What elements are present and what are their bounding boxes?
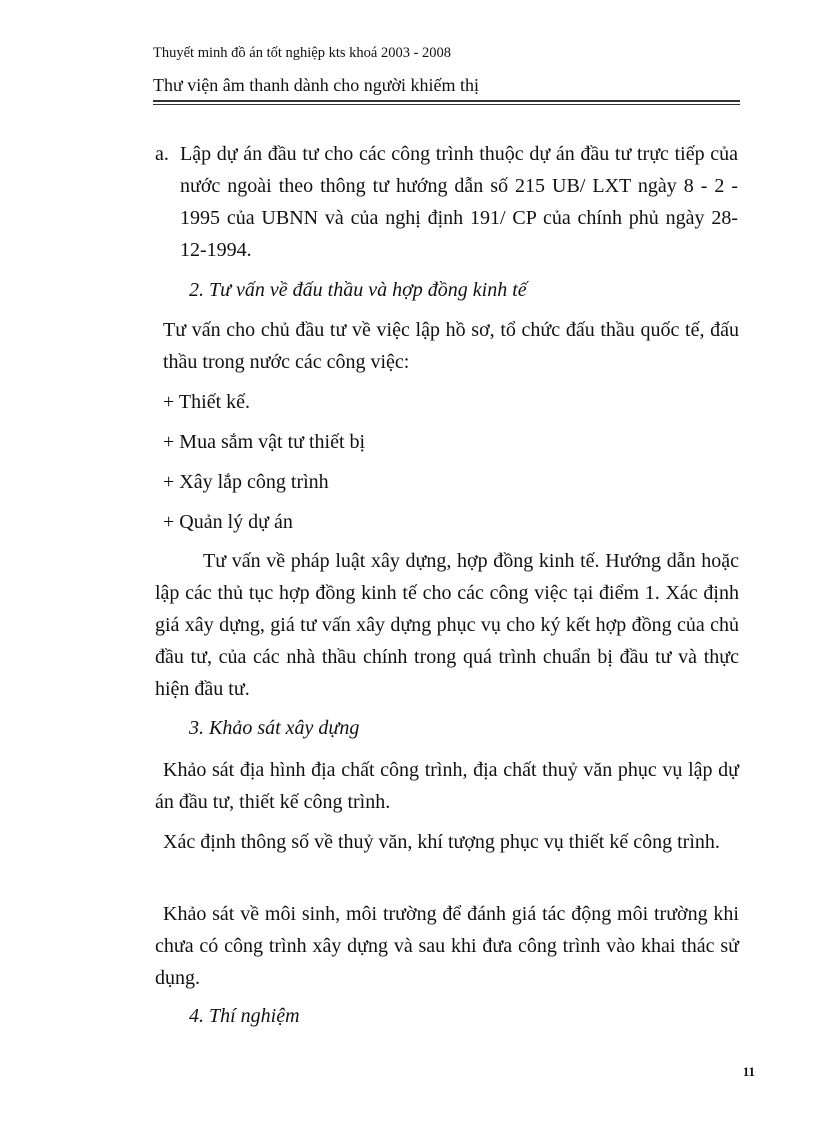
list-marker: a.: [155, 143, 169, 165]
paragraph-consulting-intro: Tư vấn cho chủ đầu tư về việc lập hồ sơ, tổ chức đấu thầu quốc tế, đấu thầu trong nước các công việc:: [163, 319, 739, 373]
paragraph-survey-hydrology: Xác định thông số về thuỷ văn, khí tượng phục vụ thiết kế công trình.: [163, 831, 720, 853]
bullet-item: + Quản lý dự án: [163, 511, 293, 533]
bullet-item: + Thiết kế.: [163, 391, 251, 413]
header-project-title: Thư viện âm thanh dành cho người khiếm thị: [153, 75, 479, 95]
header-divider: [153, 100, 740, 105]
section-heading-4: 4. Thí nghiệm: [189, 1005, 300, 1027]
list-item-text: Lập dự án đầu tư cho các công trình thuộc dự án đầu tư trực tiếp của nước ngoài theo thông tư hướng dẫn số 215 UB/ LXT ngày 8 - 2 - 1995 của UBNN và của nghị định 191/ CP của chính phủ ngày 28-12-1994.: [180, 143, 738, 261]
paragraph-survey-terrain: Khảo sát địa hình địa chất công trình, địa chất thuỷ văn phục vụ lập dự án đầu tư, thiết kế công trình.: [155, 759, 739, 813]
section-heading-3: 3. Khảo sát xây dựng: [189, 717, 360, 739]
bullet-item: + Mua sắm vật tư thiết bị: [163, 431, 366, 453]
paragraph-survey-environment: Khảo sát về môi sinh, môi trường để đánh giá tác động môi trường khi chưa có công trình xây dựng và sau khi đưa công trình vào khai thác sử dụng.: [155, 903, 739, 989]
page-number: 11: [742, 1064, 755, 1079]
page-header: [153, 44, 740, 96]
list-item-a: [155, 138, 738, 266]
bullet-item: + Xây lắp công trình: [163, 471, 329, 493]
paragraph-legal-consulting: Tư vấn về pháp luật xây dựng, hợp đồng kinh tế. Hướng dẫn hoặc lập các thủ tục hợp đồng kinh tế cho các công việc tại điểm 1. Xác định giá xây dựng, giá tư vấn xây dựng phục vụ cho ký kết hợp đồng của chủ đầu tư, của các nhà thầu chính trong quá trình chuẩn bị đầu tư và thực hiện đầu tư.: [155, 550, 739, 700]
header-thesis-title: Thuyết minh đồ án tốt nghiệp kts khoá 2003 - 2008: [153, 45, 452, 61]
section-heading-2: 2. Tư vấn về đấu thầu và hợp đồng kinh tế: [189, 279, 527, 301]
